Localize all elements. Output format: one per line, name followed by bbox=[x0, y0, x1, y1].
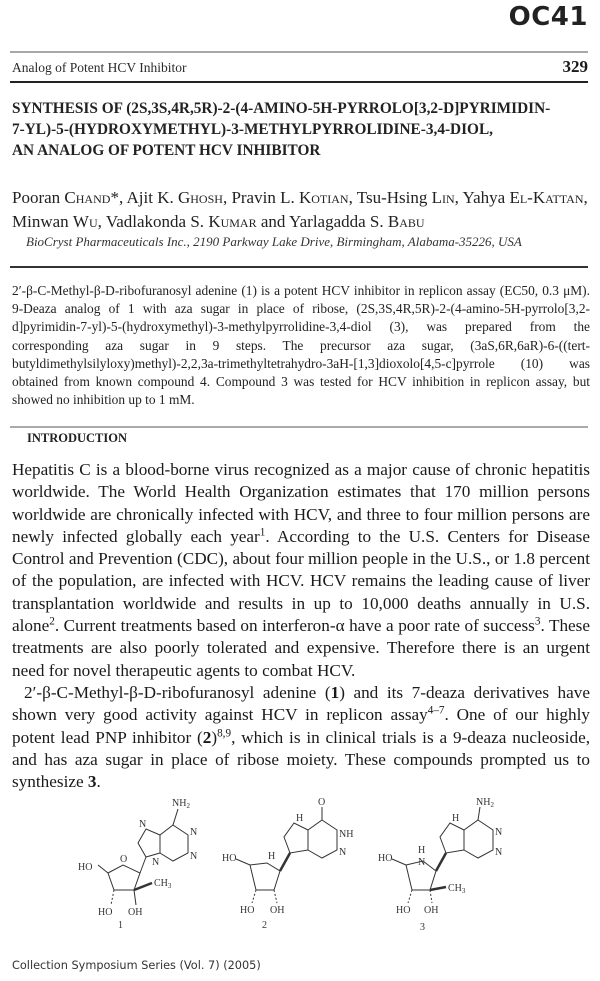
article-title bbox=[12, 98, 592, 161]
abstract-sentence: 2′-β-C-Methyl-β-D-ribofuranosyl adenine (1) is a potent HCV inhibitor in replicon assay (EC50, 0.3 μM). bbox=[12, 283, 590, 298]
svg-text:HO: HO bbox=[98, 907, 113, 918]
svg-text:O: O bbox=[120, 854, 128, 865]
molecule-drawing bbox=[222, 795, 372, 930]
svg-text:N: N bbox=[152, 857, 160, 868]
svg-text:OH: OH bbox=[128, 907, 143, 918]
abstract-sentence: 9-Deaza analog of 1 with aza sugar in place of ribose, (2S,3S,4R,5R)-2-(4-amino-5H-pyrrolo[3,2-d]pyrimidin-7-yl)-5-(hydroxymethyl)-3-methylpyrrolidine-3,4-diol (3), was prepared from the corresponding aza sugar in 9 steps. bbox=[12, 301, 590, 353]
citation[interactable]: 1 bbox=[259, 526, 266, 539]
compound-label: 3 bbox=[420, 922, 425, 930]
svg-text:CH3: $CH_3$ bbox=[154, 878, 172, 890]
molecule-drawing bbox=[378, 795, 538, 930]
paragraph bbox=[12, 682, 590, 793]
citation[interactable]: 8,9 bbox=[217, 726, 232, 739]
text-run: ) bbox=[211, 727, 218, 747]
abstract-sentence: Compound 3 was tested for HCV inhibition in replicon assay, but showed no inhibition up to 1 mM. bbox=[12, 374, 590, 408]
svg-text:HO: HO bbox=[78, 862, 93, 873]
compound-label: 1 bbox=[118, 920, 123, 930]
chemical-structure-2 bbox=[222, 795, 372, 930]
svg-text:HO: HO bbox=[240, 905, 255, 916]
author-first: Pooran bbox=[12, 188, 61, 207]
svg-text:N: N bbox=[190, 851, 198, 862]
svg-text:N: N bbox=[339, 847, 347, 858]
author-first: Pravin L. bbox=[231, 188, 295, 207]
svg-text:H: H bbox=[418, 845, 426, 856]
citation[interactable]: 4–7 bbox=[427, 704, 445, 717]
author-first: Yahya bbox=[462, 188, 506, 207]
svg-text:N: N bbox=[139, 819, 147, 830]
abstract bbox=[12, 282, 590, 409]
page-number: 329 bbox=[562, 57, 588, 76]
svg-text:H: H bbox=[452, 813, 460, 824]
title-line-1: SYNTHESIS OF (2S,3S,4R,5R)-2-(4-AMINO-5H-PYRROLO[3,2-D]PYRIMIDIN- bbox=[12, 100, 551, 117]
author-last: Kotian bbox=[298, 188, 349, 207]
citation[interactable]: 3 bbox=[534, 615, 541, 628]
citation[interactable]: 2 bbox=[49, 615, 55, 628]
text-run: . bbox=[96, 772, 101, 792]
author-last: Babu bbox=[387, 212, 425, 231]
corresponding-mark: * bbox=[110, 188, 119, 207]
svg-text:H: H bbox=[296, 813, 304, 824]
svg-text:OH: OH bbox=[424, 905, 439, 916]
section-heading-introduction: INTRODUCTION bbox=[27, 431, 128, 445]
svg-text:NH: NH bbox=[339, 829, 354, 840]
text-run: ) and its 7-deaza derivatives have shown very good activity against HCV in replicon assay bbox=[12, 682, 590, 725]
introduction-body bbox=[12, 459, 590, 793]
paper-code: OC41 bbox=[508, 2, 588, 32]
text-run: . According to the U.S. Centers for Disease Control and Prevention (CDC), about four million people in the U.S., or 1.8 percent of the population, are infected with HCV. HCV remains the leading cause of liver transplantation worldwide and results in up to 10,000 deaths annually in U.S. alone bbox=[12, 526, 590, 636]
top-rule bbox=[10, 51, 588, 53]
author-last: Lin bbox=[431, 188, 455, 207]
author-first: Vadlakonda S. bbox=[105, 212, 205, 231]
author-first: Minwan bbox=[12, 212, 69, 231]
text-run: Hepatitis C is a blood-borne virus recognized as a major cause of chronic hepatitis worldwide. The World Health Organization estimates that 170 million persons worldwide are chronically infected with HCV, and three to four million persons are newly infected globally each year bbox=[12, 460, 590, 546]
svg-text:OH: OH bbox=[270, 905, 285, 916]
text-run: 2′-β-C-Methyl-β-D-ribofuranosyl adenine ( bbox=[24, 682, 331, 702]
paragraph bbox=[12, 459, 590, 682]
text-run: , which is in clinical trials is a 9-deaza nucleoside, and has aza sugar in place of ribose moiety. These compounds prompted us to synthesize bbox=[12, 727, 590, 792]
molecule-drawing bbox=[78, 795, 218, 930]
svg-text:HO: HO bbox=[222, 853, 237, 864]
author-first: Ajit K. bbox=[126, 188, 174, 207]
text-run: . These treatments are also poorly tolerated and expensive. Therefore there is an urgent need for novel therapeutic agents to combat HCV. bbox=[12, 616, 590, 680]
chemical-structure-3 bbox=[378, 795, 538, 930]
author-last: El-Kattan bbox=[509, 188, 584, 207]
footer-series: Collection Symposium Series (Vol. 7) (2005) bbox=[12, 959, 261, 972]
compound-ref: 2 bbox=[202, 727, 212, 747]
author-last: Ghosh bbox=[177, 188, 223, 207]
abstract-bottom-rule bbox=[10, 426, 588, 428]
compound-label: 2 bbox=[262, 920, 267, 930]
svg-text:CH3: $CH_3$ bbox=[448, 883, 466, 895]
svg-text:NH2: $NH_2$ bbox=[172, 798, 190, 810]
author-last: Kumar bbox=[208, 212, 257, 231]
abstract-top-rule bbox=[10, 266, 588, 268]
author-first: Tsu-Hsing bbox=[356, 188, 428, 207]
svg-text:HO: HO bbox=[396, 905, 411, 916]
title-line-2: 7-YL)-5-(HYDROXYMETHYL)-3-METHYLPYRROLIDINE-3,4-DIOL, bbox=[12, 121, 493, 138]
author-last: Chand bbox=[64, 188, 111, 207]
svg-text:H: H bbox=[268, 851, 276, 862]
svg-text:O: O bbox=[318, 797, 326, 808]
running-title: Analog of Potent HCV Inhibitor bbox=[12, 60, 187, 75]
abstract-sentence: The precursor aza sugar, (3aS,6R,6aR)-6-((tert-butyldimethylsilyloxy)methyl)-2,2,3a-trimethyltetrahydro-3aH-[1,3]dioxolo[4,5-c]pyrrole (10) was obtained from known compound 4. bbox=[12, 337, 590, 390]
author-first: Yarlagadda S. bbox=[289, 212, 384, 231]
affiliation: BioCryst Pharmaceuticals Inc., 2190 Parkway Lake Drive, Birmingham, Alabama-35226, USA bbox=[26, 234, 522, 249]
svg-text:N: N bbox=[495, 827, 503, 838]
author-last: Wu bbox=[72, 212, 98, 231]
title-line-3: AN ANALOG OF POTENT HCV INHIBITOR bbox=[12, 142, 321, 159]
chemical-structure-1 bbox=[78, 795, 218, 930]
compound-ref: 3 bbox=[87, 772, 97, 792]
header-rule bbox=[10, 81, 588, 83]
author-list: Pooran Chand*, Ajit K. Ghosh, Pravin L. Kotian, Tsu-Hsing Lin, Yahya El-Kattan, Minwan Wu, Vadlakonda S. Kumar and Yarlagadda S. Babu bbox=[12, 188, 588, 231]
compound-ref: 1 bbox=[330, 682, 340, 702]
svg-text:NH2: $NH_2$ bbox=[476, 797, 494, 809]
text-run: . One of our highly potent lead PNP inhibitor ( bbox=[12, 705, 590, 747]
svg-text:N: N bbox=[495, 847, 503, 858]
text-run: . Current treatments based on interferon-α have a poor rate of success bbox=[54, 616, 535, 636]
svg-text:N: N bbox=[190, 827, 198, 838]
svg-text:N: N bbox=[418, 857, 426, 868]
svg-text:HO: HO bbox=[378, 853, 393, 864]
